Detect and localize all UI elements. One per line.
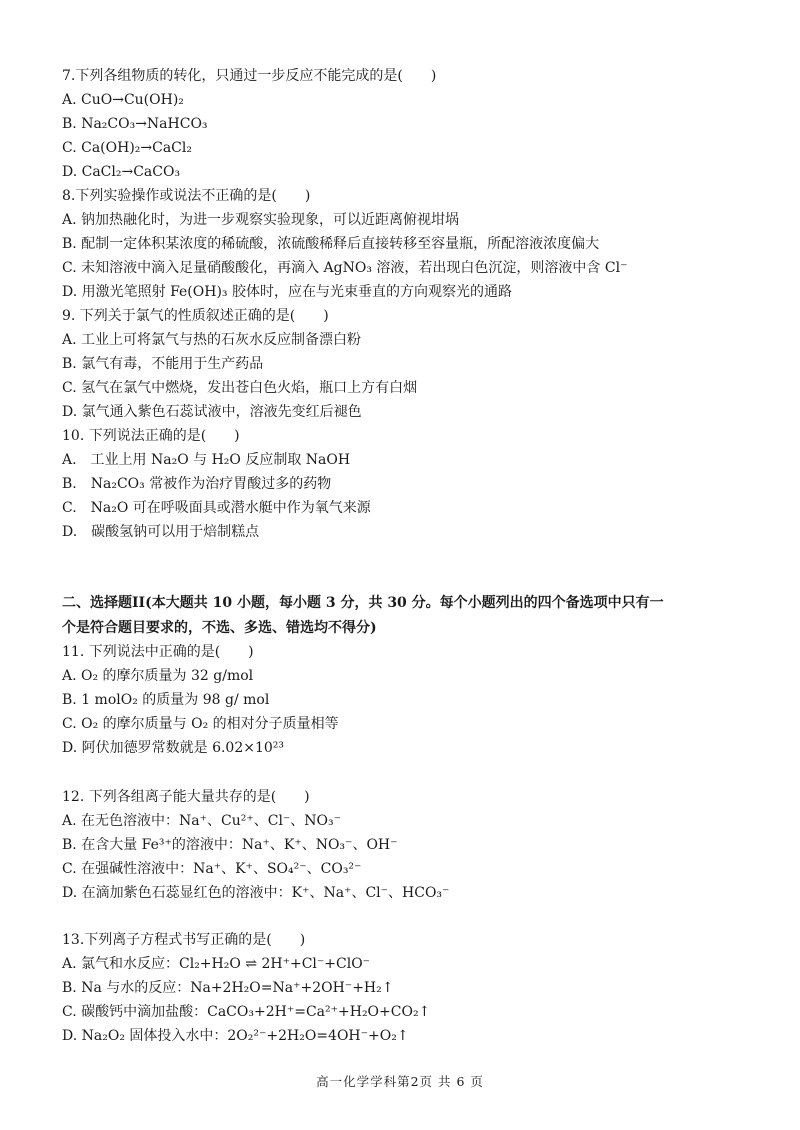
option-b: B. 在含大量 Fe³⁺的溶液中：Na⁺、K⁺、NO₃⁻、OH⁻: [62, 837, 398, 853]
option-a: A. 氯气和水反应：Cl₂+H₂O ⇌ 2H⁺+Cl⁻+ClO⁻: [62, 956, 371, 972]
option-d: D. 用激光笔照射 Fe(OH)₃ 胶体时，应在与光束垂直的方向观察光的通路: [62, 284, 512, 300]
option-d: D. CaCl₂→CaCO₃: [62, 164, 181, 180]
option-c: C. Na₂O 可在呼吸面具或潜水艇中作为氧气来源: [62, 500, 371, 516]
question-13: [62, 928, 762, 1048]
option-d: D. 氯气通入紫色石蕊试液中，溶液先变红后褪色: [62, 404, 362, 420]
option-b: B. 配制一定体积某浓度的稀硫酸，浓硫酸稀释后直接转移至容量瓶，所配溶液浓度偏大: [62, 236, 600, 252]
section-heading-line-1: 二、选择题II(本大题共 10 小题，每小题 3 分，共 30 分。每个小题列出的四个备选项中只有一: [62, 595, 664, 611]
option-c: C. 未知溶液中滴入足量硝酸酸化，再滴入 AgNO₃ 溶液，若出现白色沉淀，则溶液中含 Cl⁻: [62, 260, 628, 276]
option-c: C. Ca(OH)₂→CaCl₂: [62, 140, 192, 156]
option-a: A. O₂ 的摩尔质量为 32 g/mol: [62, 668, 254, 684]
question-stem: 11. 下列说法中正确的是( ): [62, 644, 254, 660]
option-d: D. 在滴加紫色石蕊显红色的溶液中：K⁺、Na⁺、Cl⁻、HCO₃⁻: [62, 885, 450, 901]
option-a: A. 钠加热融化时，为进一步观察实验现象，可以近距离俯视坩埚: [62, 212, 460, 228]
option-b: B. Na₂CO₃ 常被作为治疗胃酸过多的药物: [62, 476, 332, 492]
question-stem: 8.下列实验操作或说法不正确的是( ): [62, 188, 311, 204]
question-11: [62, 640, 762, 760]
question-stem: 13.下列离子方程式书写正确的是( ): [62, 932, 306, 948]
question-stem: 7.下列各组物质的转化，只通过一步反应不能完成的是( ): [62, 68, 437, 84]
section-heading: [62, 591, 752, 641]
option-d: D. 碳酸氢钠可以用于焙制糕点: [62, 524, 260, 540]
option-c: C. O₂ 的摩尔质量与 O₂ 的相对分子质量相等: [62, 716, 339, 732]
option-b: B. 1 molO₂ 的质量为 98 g/ mol: [62, 692, 270, 708]
option-c: C. 在强碱性溶液中：Na⁺、K⁺、SO₄²⁻、CO₃²⁻: [62, 861, 362, 877]
question-12: [62, 785, 762, 905]
section-heading-line-2: 个是符合题目要求的，不选、多选、错选均不得分): [62, 620, 377, 636]
option-a: A. 工业上用 Na₂O 与 H₂O 反应制取 NaOH: [62, 452, 351, 468]
question-7: [62, 64, 762, 184]
option-a: A. 在无色溶液中：Na⁺、Cu²⁺、Cl⁻、NO₃⁻: [62, 813, 342, 829]
option-d: D. Na₂O₂ 固体投入水中：2O₂²⁻+2H₂O=4OH⁻+O₂↑: [62, 1028, 409, 1044]
question-stem: 10. 下列说法正确的是( ): [62, 428, 240, 444]
option-b: B. Na 与水的反应：Na+2H₂O=Na⁺+2OH⁻+H₂↑: [62, 980, 394, 996]
option-a: A. CuO→Cu(OH)₂: [62, 92, 184, 108]
question-stem: 9. 下列关于氯气的性质叙述正确的是( ): [62, 308, 329, 324]
option-b: B. Na₂CO₃→NaHCO₃: [62, 116, 208, 132]
page-footer: 高一化学学科第2页 共 6 页: [316, 1074, 484, 1089]
option-c: C. 碳酸钙中滴加盐酸：CaCO₃+2H⁺=Ca²⁺+H₂O+CO₂↑: [62, 1004, 431, 1020]
question-8: [62, 184, 762, 304]
option-c: C. 氢气在氯气中燃烧，发出苍白色火焰，瓶口上方有白烟: [62, 380, 418, 396]
option-b: B. 氯气有毒，不能用于生产药品: [62, 356, 264, 372]
option-d: D. 阿伏加德罗常数就是 6.02×10²³: [62, 740, 285, 756]
question-9: [62, 304, 762, 424]
question-stem: 12. 下列各组离子能大量共存的是( ): [62, 789, 310, 805]
question-10: [62, 424, 762, 544]
option-a: A. 工业上可将氯气与热的石灰水反应制备漂白粉: [62, 332, 362, 348]
